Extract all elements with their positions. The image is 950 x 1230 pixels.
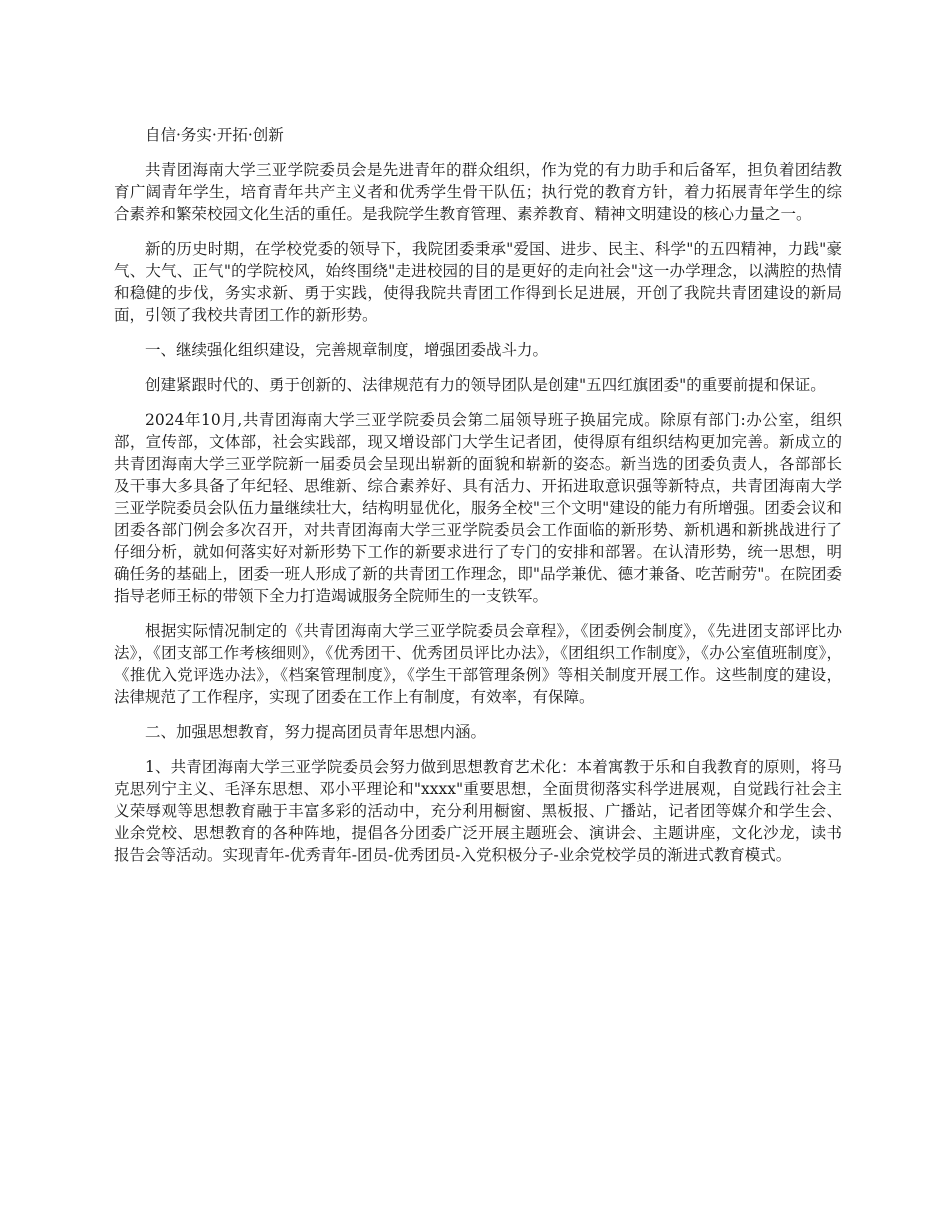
- paragraph-leadership: 创建紧跟时代的、勇于创新的、法律规范有力的领导团队是创建"五四红旗团委"的重要前提和保证。: [145, 376, 826, 394]
- document-body: [114, 124, 842, 879]
- section-heading-1: 一、继续强化组织建设，完善规章制度，增强团委战斗力。: [145, 341, 549, 359]
- section-heading-2: 二、加强思想教育，努力提高团员青年思想内涵。: [145, 723, 487, 741]
- paragraph-election: 2024年10月,共青团海南大学三亚学院委员会第二届领导班子换届完成。除原有部门:办公室，组织部，宣传部，文体部，社会实践部，现又增设部门大学生记者团，使得原有组织结构更加完善。新成立的共青团海南大学三亚学院新一届委员会呈现出崭新的面貌和崭新的姿态。新当选的团委负责人，各部部长及干事大多具备了年纪轻、思维新、综合素养好、具有活力、开拓进取意识强等新特点，共青团海南大学三亚学院委员会队伍力量继续壮大，结构明显优化，服务全校"三个文明"建设的能力有所增强。团委会议和团委各部门例会多次召开，对共青团海南大学三亚学院委员会工作面临的新形势、新机遇和新挑战进行了仔细分析，就如何落实好对新形势下工作的新要求进行了专门的安排和部署。在认清形势，统一思想，明确任务的基础上，团委一班人形成了新的共青团工作理念，即"品学兼优、德才兼备、吃苦耐劳"。在院团委指导老师王标的带领下全力打造竭诚服务全院师生的一支铁军。: [114, 411, 842, 605]
- paragraph-regulations: 根据实际情况制定的《共青团海南大学三亚学院委员会章程》，《团委例会制度》，《先进团支部评比办法》，《团支部工作考核细则》，《优秀团干、优秀团员评比办法》，《团组织工作制度》，《办公室值班制度》，《推优入党评选办法》，《档案管理制度》，《学生干部管理条例》等相关制度开展工作。这些制度的建设，法律规范了工作程序，实现了团委在工作上有制度，有效率，有保障。: [114, 622, 842, 706]
- paragraph-education: 1、共青团海南大学三亚学院委员会努力做到思想教育艺术化：本着寓教于乐和自我教育的原则，将马克思列宁主义、毛泽东思想、邓小平理论和"xxxx"重要思想，全面贯彻落实科学进展观，自觉践行社会主义荣辱观等思想教育融于丰富多彩的活动中，充分利用橱窗、黑板报、广播站，记者团等媒介和学生会、业余党校、思想教育的各种阵地，提倡各分团委广泛开展主题班会、演讲会、主题讲座，文化沙龙，读书报告会等活动。实现青年-优秀青年-团员-优秀团员-入党积极分子-业余党校学员的渐进式教育模式。: [114, 758, 842, 864]
- document-title: 自信·务实·开拓·创新: [145, 126, 284, 144]
- paragraph-history: 新的历史时期，在学校党委的领导下，我院团委秉承"爱国、进步、民主、科学"的五四精神，力践"豪气、大气、正气"的学院校风，始终围绕"走进校园的目的是更好的走向社会"这一办学理念，以满腔的热情和稳健的步伐，务实求新、勇于实践，使得我院共青团工作得到长足进展，开创了我院共青团建设的新局面，引领了我校共青团工作的新形势。: [114, 240, 842, 324]
- paragraph-intro: 共青团海南大学三亚学院委员会是先进青年的群众组织，作为党的有力助手和后备军，担负着团结教育广阔青年学生，培育青年共产主义者和优秀学生骨干队伍；执行党的教育方针，着力拓展青年学生的综合素养和繁荣校园文化生活的重任。是我院学生教育管理、素养教育、精神文明建设的核心力量之一。: [114, 161, 842, 223]
